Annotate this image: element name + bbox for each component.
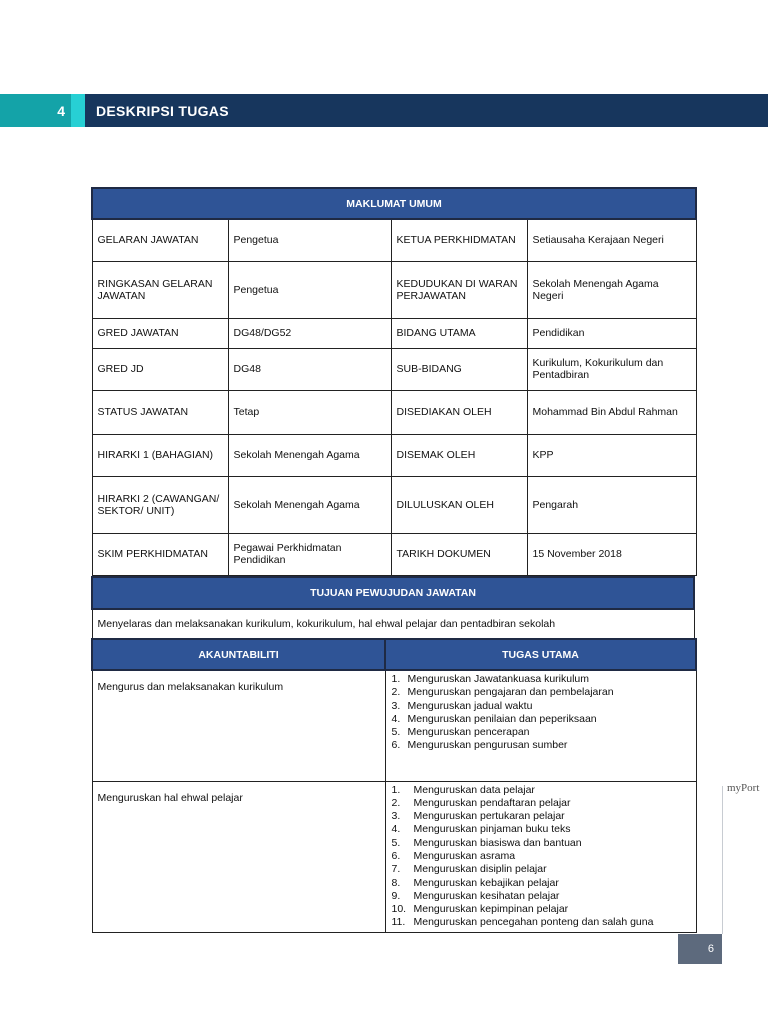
field-value: 15 November 2018 <box>527 533 696 575</box>
table-row <box>92 670 696 781</box>
field-label: GELARAN JAWATAN <box>92 219 228 261</box>
item-text: Menguruskan disiplin pelajar <box>413 863 547 876</box>
tujuan-table <box>91 576 695 640</box>
field-value: DG48/DG52 <box>228 318 391 348</box>
item-number: 8. <box>391 876 401 889</box>
field-value: KPP <box>527 434 696 476</box>
item-text: Menguruskan pencerapan <box>407 726 530 739</box>
list-item <box>392 890 690 903</box>
field-label: GRED JAWATAN <box>92 318 228 348</box>
item-number: 9. <box>391 889 401 902</box>
field-value: Sekolah Menengah Agama Negeri <box>527 261 696 318</box>
list-item <box>392 850 690 863</box>
field-value: Pegawai Perkhidmatan Pendidikan <box>228 533 391 575</box>
table-row <box>92 533 696 575</box>
item-number: 1. <box>391 783 401 796</box>
accountability-cell: Menguruskan hal ehwal pelajar <box>92 781 385 932</box>
list-item <box>392 673 690 686</box>
header-accent-strip <box>71 94 85 127</box>
field-label: TARIKH DOKUMEN <box>391 533 527 575</box>
section-number: 4 <box>0 94 71 127</box>
list-item <box>392 726 690 739</box>
table-row <box>92 318 696 348</box>
list-item <box>392 877 690 890</box>
item-text: Menguruskan asrama <box>413 849 516 862</box>
field-label: GRED JD <box>92 348 228 390</box>
field-label: DISEDIAKAN OLEH <box>391 390 527 434</box>
item-number: 4. <box>391 823 401 836</box>
field-value: Kurikulum, Kokurikulum dan Pentadbiran <box>527 348 696 390</box>
table-row <box>92 476 696 533</box>
maklumat-umum-table <box>91 187 697 576</box>
table-row <box>92 781 696 932</box>
task-list <box>392 673 690 753</box>
field-label: STATUS JAWATAN <box>92 390 228 434</box>
item-number: 7. <box>391 863 401 876</box>
field-value: DG48 <box>228 348 391 390</box>
list-item <box>392 916 690 929</box>
list-item <box>392 739 690 752</box>
field-value: Pengarah <box>527 476 696 533</box>
tasks-cell <box>385 781 696 932</box>
tugas-utama-header: TUGAS UTAMA <box>385 639 696 670</box>
field-label: KEDUDUKAN DI WARAN PERJAWATAN <box>391 261 527 318</box>
item-number: 2. <box>391 686 401 699</box>
maklumat-umum-header: MAKLUMAT UMUM <box>92 188 696 219</box>
item-text: Menguruskan kesihatan pelajar <box>413 889 560 902</box>
item-number: 6. <box>391 739 401 752</box>
tujuan-text: Menyelaras dan melaksanakan kurikulum, kokurikulum, hal ehwal pelajar dan pentadbiran sekolah <box>92 609 694 639</box>
list-item <box>392 700 690 713</box>
item-text: Menguruskan pengurusan sumber <box>407 739 568 752</box>
field-label: RINGKASAN GELARAN JAWATAN <box>92 261 228 318</box>
field-value: Pengetua <box>228 261 391 318</box>
item-number: 3. <box>391 699 401 712</box>
item-text: Menguruskan pendaftaran pelajar <box>413 796 571 809</box>
item-number: 5. <box>391 726 401 739</box>
list-item <box>392 713 690 726</box>
field-label: DISEMAK OLEH <box>391 434 527 476</box>
task-list <box>392 784 690 930</box>
table-row <box>92 434 696 476</box>
list-item <box>392 810 690 823</box>
item-text: Menguruskan pertukaran pelajar <box>413 810 565 823</box>
page-number: 6 <box>678 934 722 964</box>
item-number: 11. <box>391 916 406 929</box>
item-text: Menguruskan penilaian dan peperiksaan <box>407 712 597 725</box>
item-text: Menguruskan jadual waktu <box>407 699 533 712</box>
table-row <box>92 390 696 434</box>
item-text: Menguruskan pinjaman buku teks <box>413 823 571 836</box>
watermark-text: myPort <box>727 782 760 794</box>
item-text: Menguruskan biasiswa dan bantuan <box>413 836 582 849</box>
field-value: Pendidikan <box>527 318 696 348</box>
item-text: Menguruskan data pelajar <box>413 783 535 796</box>
tasks-cell <box>385 670 696 781</box>
item-text: Menguruskan kepimpinan pelajar <box>413 903 569 916</box>
list-item <box>392 823 690 836</box>
item-number: 2. <box>391 796 401 809</box>
list-item <box>392 837 690 850</box>
item-number: 3. <box>391 810 401 823</box>
item-number: 10. <box>391 903 407 916</box>
akauntabiliti-table <box>91 638 697 933</box>
field-label: SKIM PERKHIDMATAN <box>92 533 228 575</box>
item-number: 5. <box>391 836 401 849</box>
table-row <box>92 261 696 318</box>
item-text: Menguruskan Jawatankuasa kurikulum <box>407 673 590 685</box>
item-number: 6. <box>391 849 401 862</box>
akauntabiliti-header: AKAUNTABILITI <box>92 639 385 670</box>
field-value: Tetap <box>228 390 391 434</box>
tujuan-header: TUJUAN PEWUJUDAN JAWATAN <box>92 577 694 609</box>
field-label: HIRARKI 1 (BAHAGIAN) <box>92 434 228 476</box>
side-divider <box>722 786 723 934</box>
table-row <box>92 348 696 390</box>
list-item <box>392 686 690 699</box>
item-number: 4. <box>391 712 401 725</box>
field-value: Sekolah Menengah Agama <box>228 476 391 533</box>
table-row <box>92 219 696 261</box>
section-title: DESKRIPSI TUGAS <box>85 94 768 127</box>
list-item <box>392 903 690 916</box>
item-text: Menguruskan pencegahan ponteng dan salah guna <box>413 916 654 929</box>
field-label: BIDANG UTAMA <box>391 318 527 348</box>
list-item <box>392 784 690 797</box>
field-value: Sekolah Menengah Agama <box>228 434 391 476</box>
item-number: 1. <box>391 673 401 685</box>
field-label: HIRARKI 2 (CAWANGAN/ SEKTOR/ UNIT) <box>92 476 228 533</box>
field-label: DILULUSKAN OLEH <box>391 476 527 533</box>
field-value: Pengetua <box>228 219 391 261</box>
field-label: SUB-BIDANG <box>391 348 527 390</box>
field-value: Setiausaha Kerajaan Negeri <box>527 219 696 261</box>
list-item <box>392 797 690 810</box>
field-label: KETUA PERKHIDMATAN <box>391 219 527 261</box>
item-text: Menguruskan pengajaran dan pembelajaran <box>407 686 614 699</box>
list-item <box>392 863 690 876</box>
item-text: Menguruskan kebajikan pelajar <box>413 876 559 889</box>
accountability-cell: Mengurus dan melaksanakan kurikulum <box>92 670 385 781</box>
field-value: Mohammad Bin Abdul Rahman <box>527 390 696 434</box>
